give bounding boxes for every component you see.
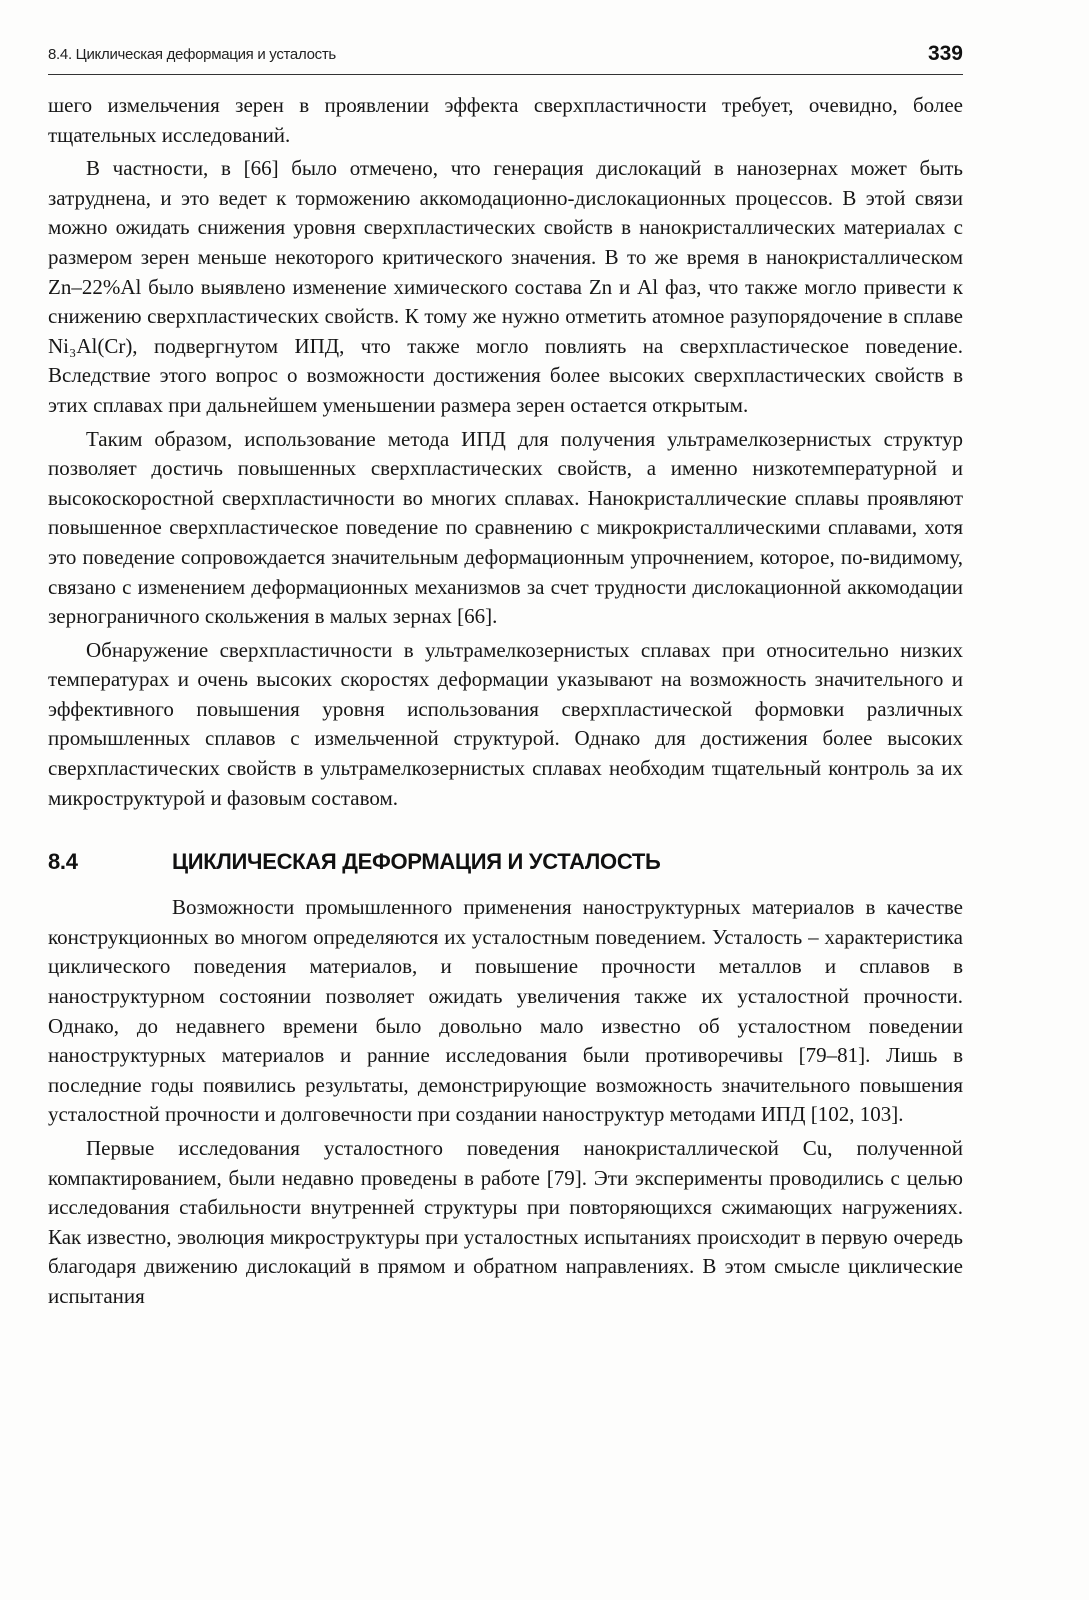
- paragraph: Таким образом, использование метода ИПД для получения ультрамелкозернистых структур позволяет достичь повышенных сверхпластических свойств, а именно низкотемпературной и высокоскоростной сверхпластичности во многих сплавах. Нанокристаллические сплавы проявляют повышенное сверхпластическое поведение по сравнению с микрокристаллическими сплавами, хотя это поведение сопровождается значительным деформационным упрочнением, которое, по-видимому, связано с изменением деформационных механизмов за счет трудности дислокационной аккомодации зернограничного скольжения в малых зернах [66].: [48, 426, 963, 629]
- body-text: [48, 91, 963, 1316]
- paragraph: В частности, в [66] было отмечено, что генерация дислокаций в нанозернах может быть затруднена, и это ведет к торможению аккомодационно-дислокационных процессов. В этой связи можно ожидать снижения уровня сверхпластических свойств в нанокристаллических материалах с размером зерен меньше некоторого критического значения. В то же время в нанокристаллическом Zn–22%Al было выявлено изменение химического состава Zn и Al фаз, что также могло привести к снижению сверхпластических свойств. К тому же нужно отметить атомное разупорядочение в сплаве Ni₃Al(Cr), подвергнутом ИПД, что также могло повлиять на сверхпластическое поведение. Вследствие этого вопрос о возможности достижения более высоких сверхпластических свойств в этих сплавах при дальнейшем уменьшении размера зерен остается открытым.: [48, 156, 963, 417]
- paragraph: Обнаружение сверхпластичности в ультрамелкозернистых сплавах при относительно низких температурах и очень высоких скоростях деформации указывают на возможность значительного и эффективного повышения уровня использования сверхпластической формовки различных промышленных сплавов с измельченной структурой. Однако для достижения более высоких сверхпластических свойств в ультрамелкозернистых сплавах необходим тщательный контроль за их микроструктурой и фазовым составом.: [48, 637, 963, 810]
- section-title: ЦИКЛИЧЕСКАЯ ДЕФОРМАЦИЯ И УСТАЛОСТЬ: [172, 849, 661, 875]
- paragraph-continued: шего измельчения зерен в проявлении эффекта сверхпластичности требует, очевидно, более тщательных исследований.: [48, 93, 963, 147]
- page-number: 339: [927, 42, 963, 65]
- running-title: 8.4. Циклическая деформация и усталость: [48, 46, 336, 63]
- running-header: [48, 42, 963, 75]
- section-number: 8.4: [48, 849, 78, 875]
- section-heading: [48, 847, 963, 881]
- paragraph: Возможности промышленного применения наноструктурных материалов в качестве конструкционных во многом определяются их усталостным поведением. Усталость – характеристика циклического поведения материалов, и повышение прочности металлов и сплавов в наноструктурном состоянии позволяет ожидать увеличения также их усталостной прочности. Однако, до недавнего времени было довольно мало известно об усталостном поведении наноструктурных материалов и ранние исследования были противоречивы [79–81]. Лишь в последние годы появились результаты, демонстрирующие возможность значительного повышения усталостной прочности и долговечности при создании наноструктур методами ИПД [102, 103].: [48, 895, 963, 1127]
- paragraph: Первые исследования усталостного поведения нанокристаллической Cu, полученной компактированием, были недавно проведены в работе [79]. Эти эксперименты проводились с целью исследования стабильности внутренней структуры при повторяющихся сжимающих нагружениях. Как известно, эволюция микроструктуры при усталостных испытаниях происходит в первую очередь благодаря движению дислокаций в прямом и обратном направлениях. В этом смысле циклические испытания: [48, 1136, 963, 1308]
